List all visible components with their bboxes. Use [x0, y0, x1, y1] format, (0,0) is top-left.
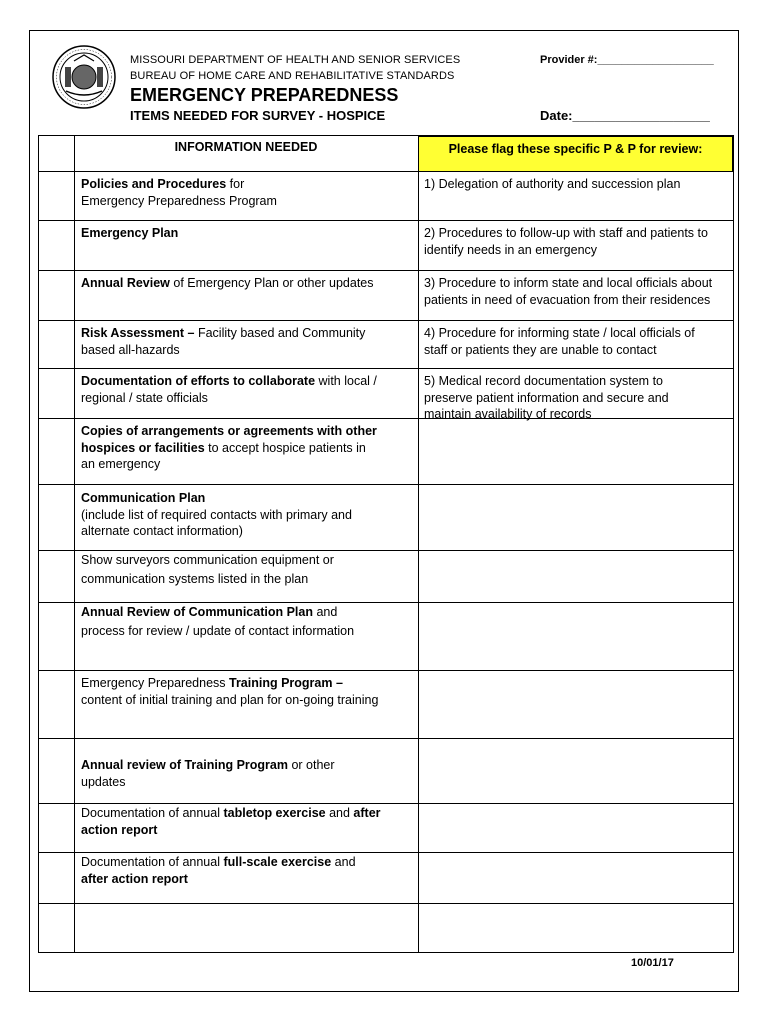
flag-cell[interactable]: 5) Medical record documentation system to preserve patient information and secure and maintain availability of records: [424, 374, 669, 421]
info-cell: Documentation of efforts to collaborate with local / regional / state officials: [81, 374, 377, 405]
table-row: [38, 270, 734, 320]
flag-cell[interactable]: 1) Delegation of authority and succession plan: [424, 177, 681, 191]
provider-number-field[interactable]: Provider #:___________________: [540, 54, 714, 66]
table-row: [38, 484, 734, 550]
info-cell: Risk Assessment – Facility based and Community based all-hazards: [81, 326, 366, 357]
table-row: [38, 803, 734, 852]
info-cell: Emergency Plan: [81, 226, 179, 240]
info-cell: Policies and Procedures for Emergency Preparedness Program: [81, 177, 277, 208]
table-row: [38, 320, 734, 368]
date-field[interactable]: Date:___________________: [540, 108, 710, 123]
missouri-state-seal-icon: [52, 43, 116, 111]
table-row: [38, 602, 734, 670]
survey-items-table: [38, 135, 734, 953]
page-subtitle: ITEMS NEEDED FOR SURVEY - HOSPICE: [130, 108, 386, 123]
flag-cell[interactable]: 4) Procedure for informing state / local officials of staff or patients they are unable to contact: [424, 326, 695, 357]
table-row: [38, 220, 734, 270]
table-row: [38, 852, 734, 903]
info-cell: Annual review of Training Program or other updates: [81, 758, 335, 789]
column-header-information-needed: INFORMATION NEEDED: [174, 140, 318, 154]
page-title: EMERGENCY PREPAREDNESS: [130, 85, 399, 105]
column-header-flag-review: Please flag these specific P & P for review:: [418, 136, 733, 172]
table-row: [38, 738, 734, 803]
table-row: [38, 368, 734, 421]
table-header-row: [38, 135, 734, 171]
info-cell: Copies of arrangements or agreements with other hospices or facilities to accept hospice patients in an emergency: [81, 424, 377, 471]
info-cell: Emergency Preparedness Training Program – content of initial training and plan for on-going training: [81, 676, 379, 707]
table-row: [38, 670, 734, 738]
info-cell: Documentation of annual full-scale exercise and after action report: [81, 855, 356, 886]
bureau-name: BUREAU OF HOME CARE AND REHABILITATIVE STANDARDS: [130, 70, 455, 82]
info-cell: Annual Review of Communication Plan and process for review / update of contact information: [81, 605, 355, 638]
info-cell: Annual Review of Emergency Plan or other updates: [81, 276, 374, 290]
info-cell: Show surveyors communication equipment or communication systems listed in the plan: [81, 553, 334, 586]
flag-cell[interactable]: 2) Procedures to follow-up with staff and patients to identify needs in an emergency: [424, 226, 708, 257]
info-cell: Communication Plan (include list of required contacts with primary and alternate contact information): [81, 491, 352, 538]
department-name: MISSOURI DEPARTMENT OF HEALTH AND SENIOR SERVICES: [130, 54, 461, 66]
revision-date: 10/01/17: [631, 957, 674, 969]
table-row: [38, 903, 734, 953]
table-row: [38, 171, 734, 220]
info-cell: Documentation of annual tabletop exercise and after action report: [81, 806, 381, 837]
table-row: [38, 418, 734, 484]
table-row: [38, 550, 734, 602]
flag-cell[interactable]: 3) Procedure to inform state and local officials about patients in need of evacuation from their residences: [424, 276, 713, 307]
